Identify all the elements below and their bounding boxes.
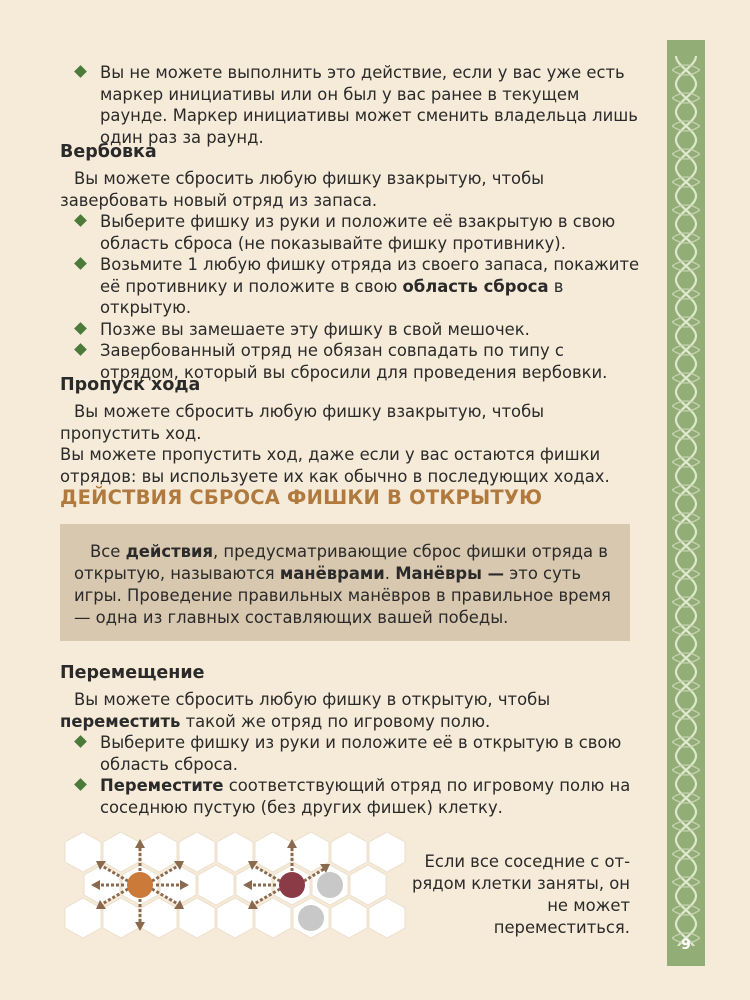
hex-cell <box>369 832 405 872</box>
recruit-heading: Вербовка <box>60 142 157 162</box>
hex-cell <box>179 832 215 872</box>
list-item: Завербованный отряд не обязан совпадать по типу с отрядом, который вы сбросили для проведения вербовки. <box>60 340 642 383</box>
move-intro: Вы можете сбросить любую фишку в открытую, чтобы переместить такой же отряд по игровому полю. <box>60 690 551 731</box>
diamond-bullet-icon <box>74 778 87 791</box>
hex-cell <box>350 865 386 905</box>
grey-occupied-token <box>317 872 343 898</box>
section-title-block <box>60 486 642 510</box>
diamond-bullet-icon <box>74 214 87 227</box>
hex-cell <box>217 832 253 872</box>
hex-cell <box>179 898 215 938</box>
pass-text-1: Вы можете сбросить любую фишку взакрытую, чтобы пропустить ход. <box>60 402 545 443</box>
diamond-bullet-icon <box>74 65 87 78</box>
pass-section <box>60 374 642 487</box>
bullet-text: Вы не можете выполнить это действие, если у вас уже есть маркер инициативы или он был у вас ранее в текущем раунде. Маркер инициативы может сменить владельца лишь один раз за раунд. <box>100 63 638 147</box>
hex-cell <box>141 898 177 938</box>
pass-text-2: Вы можете пропустить ход, даже если у вас остаются фишки отрядов: вы используете их как обычно в последующих ходах. <box>60 445 610 486</box>
hex-cell <box>141 832 177 872</box>
orange-unit-token <box>127 872 153 898</box>
decorative-sidebar <box>667 40 705 966</box>
hex-cell <box>331 832 367 872</box>
callout-box <box>60 524 630 641</box>
hex-cell <box>331 898 367 938</box>
pass-heading: Пропуск хода <box>60 375 201 395</box>
list-item: Возьмите 1 любую фишку отряда из своего запаса, покажите её противнику и положите в свою область сброса в открытую. <box>60 254 642 319</box>
hex-cell <box>103 832 139 872</box>
list-item: Выберите фишку из руки и положите её взакрытую в свою область сброса (не показывайте фишку противнику). <box>60 211 642 254</box>
list-item: Выберите фишку из руки и положите её в открытую в свою область сброса. <box>60 732 642 775</box>
grey-occupied-token <box>298 905 324 931</box>
discard-area-term: область сброса <box>402 276 549 296</box>
move-heading: Перемещение <box>60 663 205 683</box>
page-number: 9 <box>681 937 691 953</box>
diamond-bullet-icon <box>74 343 87 356</box>
illustration-caption: Если все соседние с отрядом клетки заняты, он не может переместиться. <box>412 852 630 937</box>
callout-text: Все действия, предусматривающие сброс фишки отряда в открытую, называются манёврами. Манёвры — это суть игры. Проведение правильных манёвров в правильное время — одна из главных составляющих вашей победы. <box>74 542 611 627</box>
section-title: ДЕЙСТВИЯ СБРОСА ФИШКИ В ОТКРЫТУЮ <box>60 486 543 509</box>
hex-cell <box>369 898 405 938</box>
hex-cell <box>217 898 253 938</box>
move-section <box>60 662 642 818</box>
diamond-bullet-icon <box>74 257 87 270</box>
hex-movement-illustration <box>58 826 408 942</box>
diamond-bullet-icon <box>74 322 87 335</box>
recruit-intro: Вы можете сбросить любую фишку взакрытую, чтобы завербовать новый отряд из запаса. <box>60 169 545 210</box>
maroon-unit-token <box>279 872 305 898</box>
hex-cell <box>65 898 101 938</box>
list-item: Переместите соответствующий отряд по игровому полю на соседнюю пустую (без других фишек) клетку. <box>60 775 642 818</box>
hex-cell <box>255 832 291 872</box>
recruit-section <box>60 141 642 383</box>
intro-block <box>60 62 642 148</box>
hex-cell <box>65 832 101 872</box>
diamond-bullet-icon <box>74 735 87 748</box>
list-item: Позже вы замешаете эту фишку в свой мешочек. <box>60 319 642 341</box>
hex-cell <box>255 898 291 938</box>
list-item <box>60 62 642 148</box>
hex-cell <box>103 898 139 938</box>
celtic-knot-icon <box>672 56 700 946</box>
hex-cell <box>198 865 234 905</box>
